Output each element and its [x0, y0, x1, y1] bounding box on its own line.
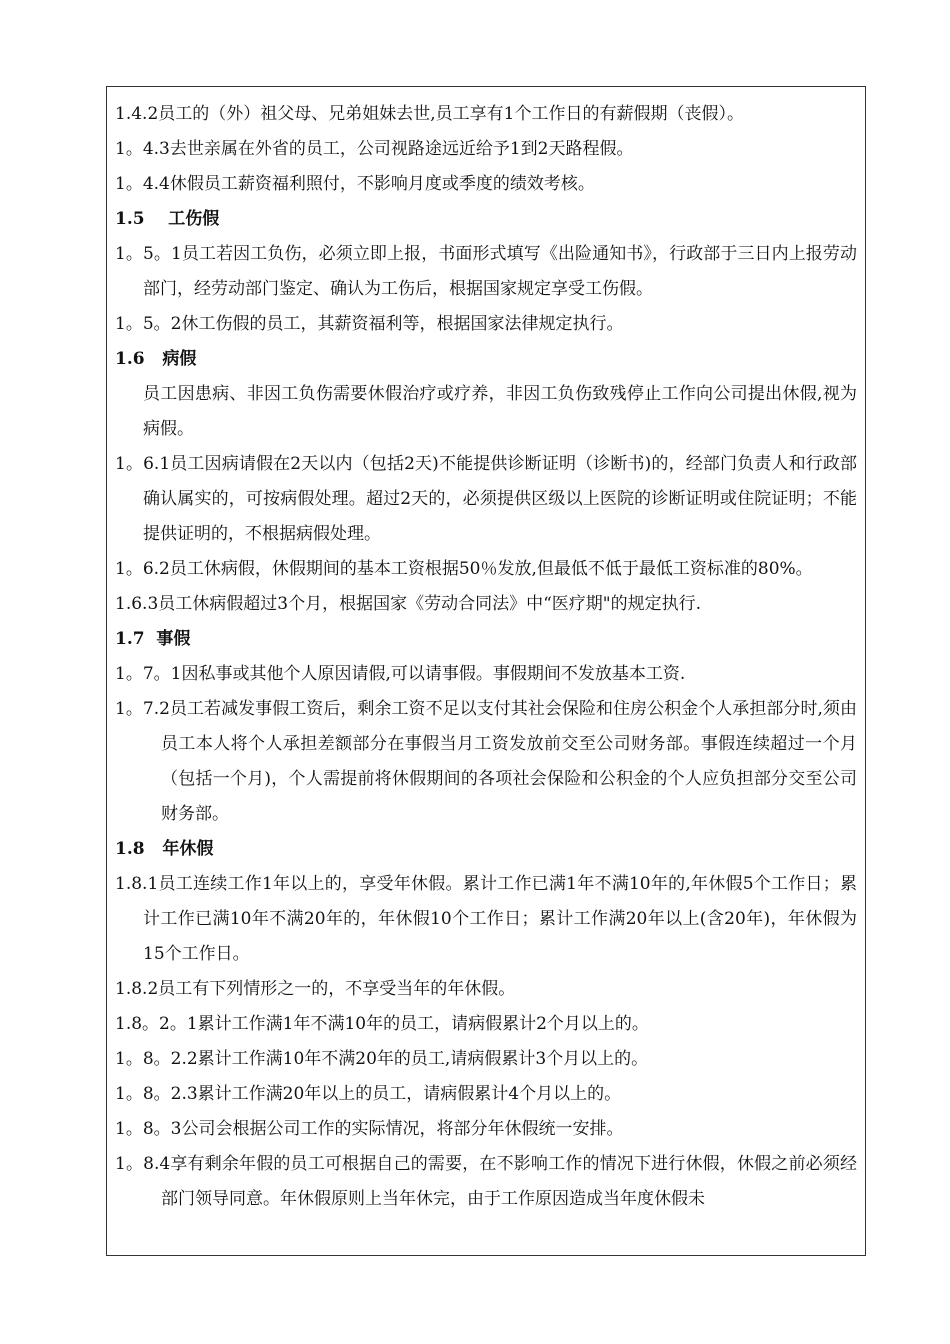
- clause-1-8-2-1: 1.8。2。1累计工作满1年不满10年的员工，请病假累计2个月以上的。: [115, 1014, 649, 1034]
- clause-1-7-2: 1。7.2员工若减发事假工资后，剩余工资不足以支付其社会保险和住房公积金个人承担部分时,须由员工本人将个人承担差额部分在事假当月工资发放前交至公司财务部。事假连续超过一个月（包括一个月)，个人需提前将休假期间的各项社会保险和公积金的个人应负担部分交至公司财务部。: [115, 699, 857, 824]
- clause-1-4-3: 1。4.3去世亲属在外省的员工，公司视路途远近给予1到2天路程假。: [115, 139, 634, 159]
- clause-1-6-2: 1。6.2员工休病假，休假期间的基本工资根据50％发放,但最低不低于最低工资标准的80%。: [115, 559, 813, 579]
- clause-1-8-2: 1.8.2员工有下列情形之一的，不享受当年的年休假。: [115, 979, 516, 999]
- heading-1-7: 1.7 事假: [115, 629, 191, 649]
- document-table-cell: [106, 86, 866, 1256]
- clause-1-6-3: 1.6.3员工休病假超过3个月，根据国家《劳动合同法》中“医疗期"的规定执行.: [115, 594, 701, 614]
- clause-1-8-2-2: 1。8。2.2累计工作满10年不满20年的员工,请病假累计3个月以上的。: [115, 1049, 649, 1069]
- heading-1-6: 1.6 病假: [115, 349, 197, 369]
- sick-leave-definition: 员工因患病、非因工负伤需要休假治疗或疗养，非因工负伤致残停止工作向公司提出休假,视为病假。: [143, 384, 857, 439]
- heading-1-8: 1.8 年休假: [115, 839, 214, 859]
- clause-1-4-2: 1.4.2员工的（外）祖父母、兄弟姐妹去世,员工享有1个工作日的有薪假期（丧假）。: [115, 104, 744, 124]
- heading-1-5: 1.5 工伤假: [115, 209, 220, 229]
- clause-1-5-2: 1。5。2休工伤假的员工，其薪资福利等，根据国家法律规定执行。: [115, 314, 624, 334]
- clause-1-4-4: 1。4.4休假员工薪资福利照付，不影响月度或季度的绩效考核。: [115, 174, 595, 194]
- document-body: [115, 97, 857, 1217]
- clause-1-7-1: 1。7。1因私事或其他个人原因请假,可以请事假。事假期间不发放基本工资.: [115, 664, 686, 684]
- clause-1-8-4: 1。8.4享有剩余年假的员工可根据自己的需要，在不影响工作的情况下进行休假，休假之前必须经部门领导同意。年休假原则上当年休完，由于工作原因造成当年度休假未: [115, 1154, 857, 1209]
- clause-1-8-1: 1.8.1员工连续工作1年以上的，享受年休假。累计工作已满1年不满10年的,年休假5个工作日；累计工作已满10年不满20年的，年休假10个工作日；累计工作满20年以上(含20年)，年休假为15个工作日。: [115, 874, 857, 964]
- clause-1-5-1: 1。5。1员工若因工负伤，必须立即上报，书面形式填写《出险通知书》，行政部于三日内上报劳动部门，经劳动部门鉴定、确认为工伤后，根据国家规定享受工伤假。: [115, 244, 857, 299]
- clause-1-6-1: 1。6.1员工因病请假在2天以内（包括2天)不能提供诊断证明（诊断书)的，经部门负责人和行政部确认属实的，可按病假处理。超过2天的，必须提供区级以上医院的诊断证明或住院证明；不能提供证明的，不根据病假处理。: [115, 454, 857, 544]
- clause-1-8-3: 1。8。3公司会根据公司工作的实际情况，将部分年休假统一安排。: [115, 1119, 624, 1139]
- clause-1-8-2-3: 1。8。2.3累计工作满20年以上的员工，请病假累计4个月以上的。: [115, 1084, 622, 1104]
